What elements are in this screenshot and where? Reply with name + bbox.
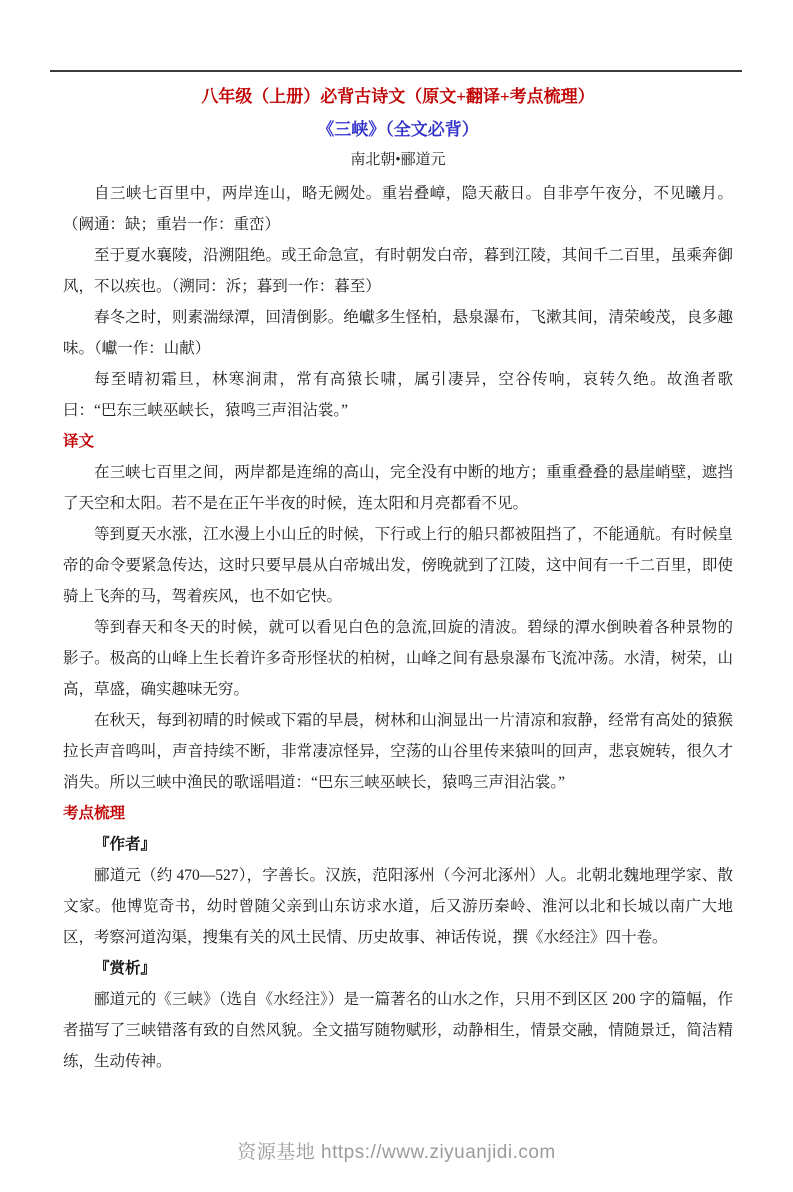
- translation-paragraph-3: 等到春天和冬天的时候，就可以看见白色的急流,回旋的清波。碧绿的潭水倒映着各种景物的影子。极高的山峰上生长着许多奇形怪状的柏树，山峰之间有悬泉瀑布飞流冲荡。水清，树荣，山高，草盛，确实趣味无穷。: [63, 619, 733, 698]
- subsection-author-label: 『作者』: [94, 836, 157, 853]
- analysis-paragraph: 郦道元的《三峡》（选自《水经注》）是一篇著名的山水之作，只用不到区区 200 字的篇幅，作者描写了三峡错落有致的自然风貌。全文描写随物赋形，动静相生，情景交融，情随景迁，简洁精练，生动传神。: [63, 991, 733, 1070]
- header-rule: [50, 70, 742, 72]
- translation-paragraph-4: 在秋天，每到初晴的时候或下霜的早晨，树林和山涧显出一片清凉和寂静，经常有高处的猿猴拉长声音鸣叫，声音持续不断，非常凄凉怪异，空荡的山谷里传来猿叫的回声，悲哀婉转，很久才消失。所以三峡中渔民的歌谣唱道：“巴东三峡巫峡长，猿鸣三声泪沾裳。”: [63, 712, 733, 791]
- footer-site-name: 资源基地: [237, 1142, 316, 1163]
- document-body: [63, 178, 733, 1077]
- original-paragraph-1: 自三峡七百里中，两岸连山，略无阙处。重岩叠嶂，隐天蔽日。自非亭午夜分，不见曦月。（阙通：缺；重岩一作：重峦）: [63, 185, 733, 233]
- section-heading-keypoints: 考点梳理: [63, 805, 126, 822]
- page-title: 八年级（上册）必背古诗文（原文+翻译+考点梳理）: [201, 87, 595, 106]
- subsection-analysis-label: 『赏析』: [94, 960, 157, 977]
- document-page: [0, 84, 793, 1077]
- footer-url: https://www.ziyuanjidi.com: [321, 1142, 556, 1163]
- author-line: 南北朝•郦道元: [350, 152, 446, 168]
- translation-paragraph-2: 等到夏天水涨，江水漫上小山丘的时候，下行或上行的船只都被阻挡了，不能通航。有时候皇帝的命令要紧急传达，这时只要早晨从白帝城出发，傍晚就到了江陵，这中间有一千二百里，即使骑上飞奔的马，驾着疾风，也不如它快。: [63, 526, 733, 605]
- poem-title: 《三峡》（全文必背）: [317, 120, 479, 139]
- original-paragraph-2: 至于夏水襄陵，沿溯阻绝。或王命急宣，有时朝发白帝，暮到江陵，其间千二百里，虽乘奔御风，不以疾也。（溯同：泝；暮到一作：暮至）: [63, 247, 733, 295]
- original-paragraph-3: 春冬之时，则素湍绿潭，回清倒影。绝巘多生怪柏，悬泉瀑布，飞漱其间，清荣峻茂，良多趣味。（巘一作：山献）: [63, 309, 733, 357]
- site-footer: [0, 1137, 793, 1164]
- section-heading-translation: 译文: [63, 433, 95, 450]
- translation-paragraph-1: 在三峡七百里之间，两岸都是连绵的高山，完全没有中断的地方；重重叠叠的悬崖峭壁，遮挡了天空和太阳。若不是在正午半夜的时候，连太阳和月亮都看不见。: [63, 464, 733, 512]
- author-bio-paragraph: 郦道元（约 470—527），字善长。汉族，范阳涿州（今河北涿州）人。北朝北魏地理学家、散文家。他博览奇书，幼时曾随父亲到山东访求水道，后又游历秦岭、淮河以北和长城以南广大地区，考察河道沟渠，搜集有关的风土民情、历史故事、神话传说，撰《水经注》四十卷。: [63, 867, 733, 946]
- original-paragraph-4: 每至晴初霜旦，林寒涧肃，常有高猿长啸，属引凄异，空谷传响，哀转久绝。故渔者歌曰：“巴东三峡巫峡长，猿鸣三声泪沾裳。”: [63, 371, 733, 419]
